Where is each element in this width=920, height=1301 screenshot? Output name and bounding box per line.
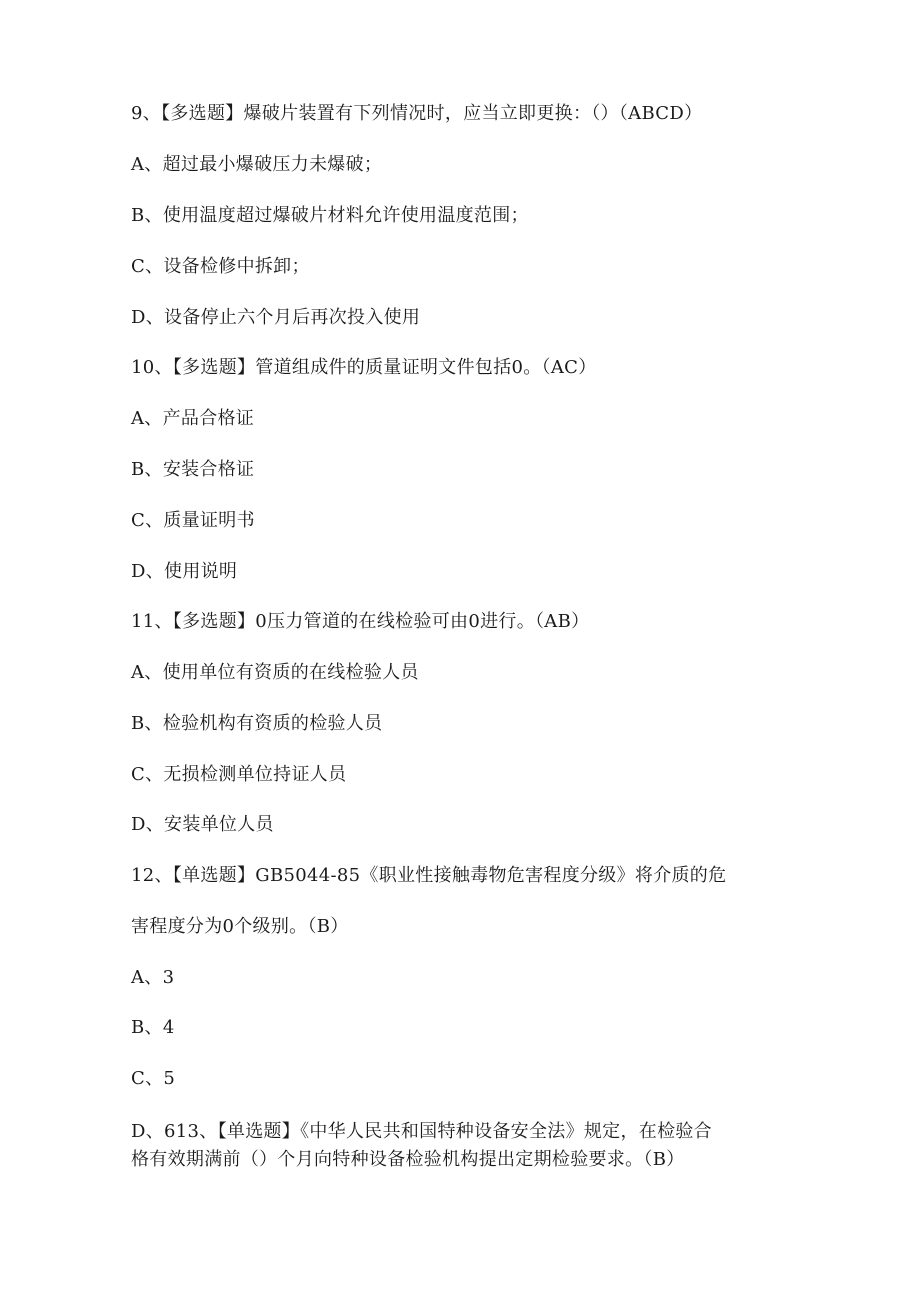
question-9-option-a: A、超过最小爆破压力未爆破； <box>131 154 383 175</box>
question-12-option-c: C、5 <box>131 1068 176 1089</box>
question-11-option-c: C、无损检测单位持证人员 <box>131 764 347 785</box>
question-12-option-a: A、3 <box>131 967 175 988</box>
question-11-option-d: D、安装单位人员 <box>131 814 274 835</box>
question-11-option-b: B、检验机构有资质的检验人员 <box>131 713 383 734</box>
question-10-stem: 10、【多选题】管道组成件的质量证明文件包括0。（AC） <box>131 357 597 378</box>
question-10-option-b: B、安装合格证 <box>131 459 255 480</box>
question-9-option-d: D、设备停止六个月后再次投入使用 <box>131 307 421 328</box>
question-10-option-a: A、产品合格证 <box>131 408 255 429</box>
question-10-option-d: D、使用说明 <box>131 561 238 582</box>
question-12-stem-line-2: 害程度分为0个级别。（B） <box>131 916 349 937</box>
question-11-option-a: A、使用单位有资质的在线检验人员 <box>131 662 419 683</box>
question-9-option-b: B、使用温度超过爆破片材料允许使用温度范围； <box>131 205 529 226</box>
question-9-option-c: C、设备检修中拆卸； <box>131 256 310 277</box>
question-10-option-c: C、质量证明书 <box>131 510 255 531</box>
question-11-stem: 11、【多选题】0压力管道的在线检验可由0进行。（AB） <box>131 611 590 632</box>
question-13-stem-line-2: 格有效期满前（）个月向特种设备检验机构提出定期检验要求。（B） <box>131 1149 685 1170</box>
question-9-stem: 9、【多选题】爆破片装置有下列情况时，应当立即更换：（）（ABCD） <box>131 103 703 124</box>
question-12-stem-line-1: 12、【单选题】GB5044-85《职业性接触毒物危害程度分级》将介质的危 <box>131 865 727 886</box>
question-12-option-b: B、4 <box>131 1017 175 1038</box>
question-12-option-d-and-question-13-stem: D、613、【单选题】《中华人民共和国特种设备安全法》规定，在检验合 <box>131 1121 712 1142</box>
